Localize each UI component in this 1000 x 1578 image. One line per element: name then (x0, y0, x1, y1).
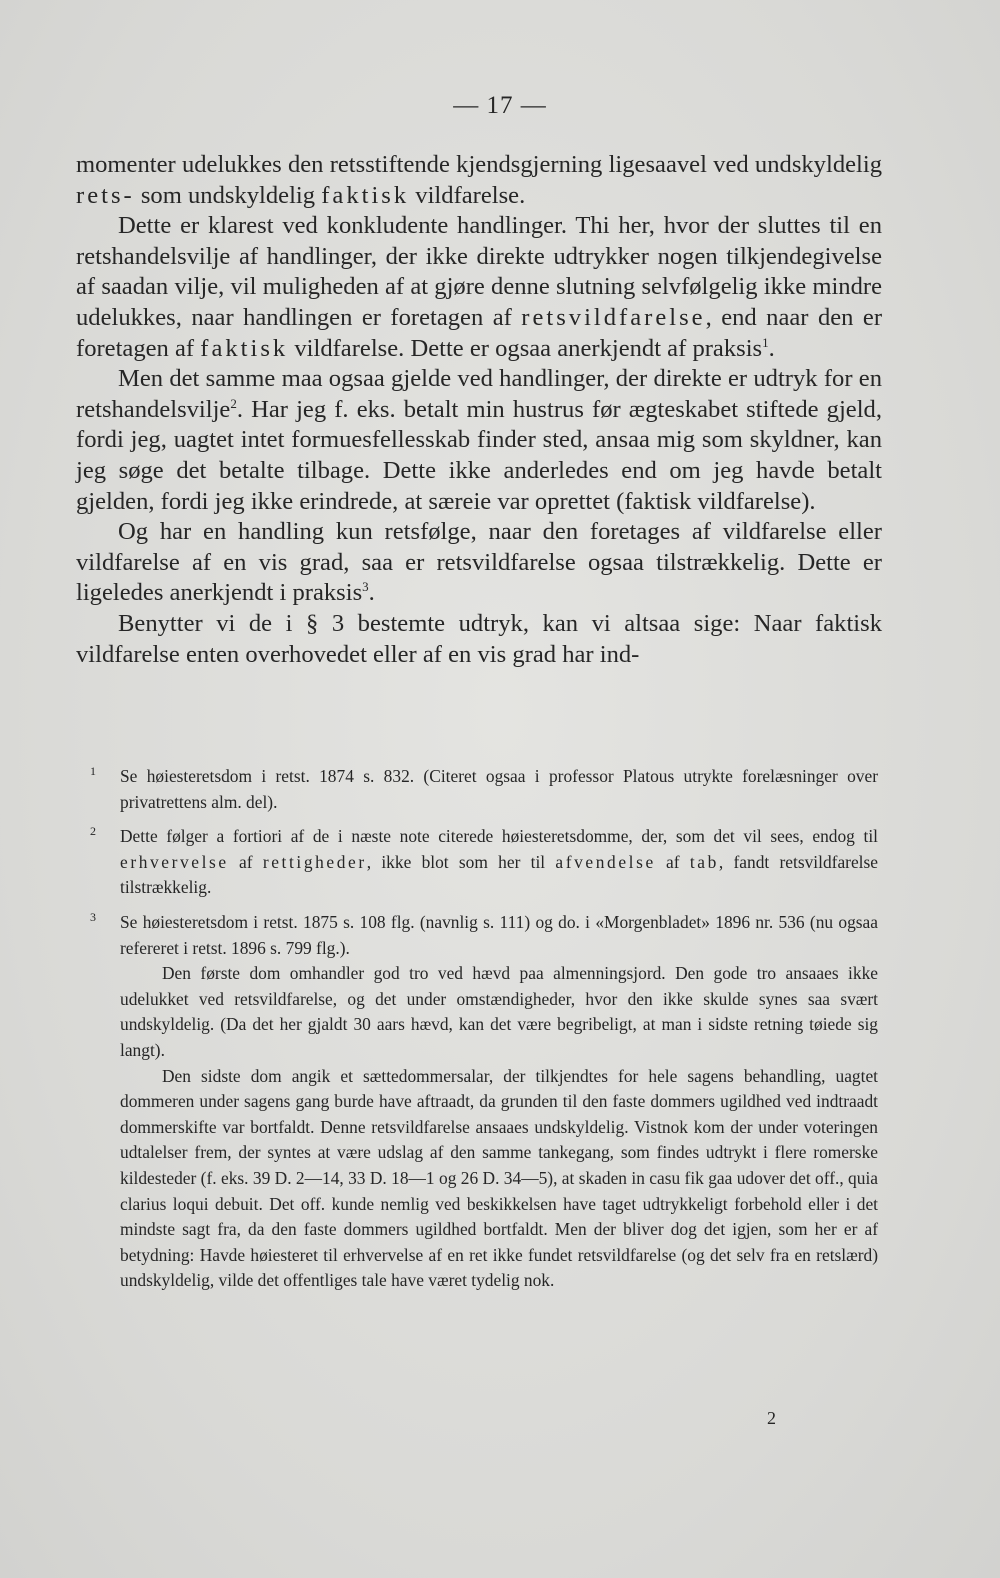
footnote-paragraph: Den sidste dom angik et sættedommersalar, der tilkjendtes for hele sagens behandling, uagtet dommeren under sagens gang burde have aftraadt, da grunden til den faste dommers ugildhed ved indtraadt dommerskifte var bortfaldt. Denne retsvildfarelse ansaaes undskyldelig. Vistnok kom der under voteringen udtalelser frem, der syntes at være udslag af den samme tankegang, som findes udtrykt i flere romerske kildesteder (f. eks. 39 D. 2—14, 33 D. 18—1 og 26 D. 34—5), at skaden in casu fik gaa udover det off., quia clarius loqui debuit. Det off. kunde nemlig ved beskikkelsen have taget udtrykkeligt forbehold eller i det mindste sagt fra, da den faste dommers ugildhed bortfaldt. Men der bliver dog det igjen, som her er af betydning: Havde høiesteret til erhvervelse af en ret ikke fundet retsvildfarelse (og det selv fra en retslærd) undskyldelig, vilde det offentliges tale have været tydelig nok. (120, 1065, 878, 1291)
footnote-ref-1: 1 (762, 334, 769, 350)
footnote-2 (78, 824, 878, 901)
spaced-text: faktisk (321, 181, 410, 209)
footnote-3 (78, 910, 878, 1294)
spaced-text: rettigheder (262, 851, 367, 872)
paragraph-2 (76, 211, 882, 364)
text-run: . (368, 579, 375, 607)
text-run: som undskyldelig (134, 181, 322, 209)
text-run: , fandt retsvildfarelse tilstrækkelig. (120, 851, 878, 898)
footnote-ref-2: 2 (230, 395, 237, 411)
text-run: af (655, 851, 690, 872)
footnote-1 (78, 764, 878, 815)
text-run: Dette følger a fortiori af de i næste note citerede høiesteretsdomme, der, som det vil sees, endog til (120, 826, 878, 847)
footnotes (78, 764, 878, 1303)
footnote-ref-3: 3 (362, 579, 369, 595)
signature-mark: 2 (767, 1408, 776, 1428)
paragraph-5: Benytter vi de i § 3 bestemte udtryk, kan vi altsaa sige: Naar faktisk vildfarelse enten overhovedet eller af en vis grad har ind- (76, 609, 882, 668)
main-text (76, 150, 882, 670)
text-run: Men det samme maa ogsaa gjelde ved handlinger, der direkte er udtryk for en retshandelsvilje (76, 365, 882, 423)
text-run: , ikke blot som her til (366, 851, 556, 872)
footnote-text: Se høiesteretsdom i retst. 1875 s. 108 flg. (navnlig s. 111) og do. i «Morgenbladet» 1896 nr. 536 (nu ogsaa refereret i retst. 1896 s. 799 flg.). (120, 911, 878, 958)
spaced-text: afvendelse (555, 851, 656, 872)
text-run: , end naar den er foretagen af (76, 303, 883, 362)
text-run: Og har en handling kun retsfølge, naar den foretages af vildfarelse eller vildfarelse af en vis grad, saa er retsvildfarelse ogsaa tilstrækkelig. Dette er ligeledes anerkjendt i praksis (76, 518, 882, 607)
text-run: momenter udelukkes den retsstiftende kjendsgjerning ligesaavel ved undskyldelig (76, 151, 882, 178)
text-run: . Har jeg f. eks. betalt min hustrus før ægteskabet stiftede gjeld, fordi jeg, uagtet intet formuesfellesskab finder sted, ansaa mig som skyldner, kan jeg søge det betalte tilbage. Dette ikke anderledes end om jeg havde betalt gjelden, fordi jeg ikke erindrede, at særeie var oprettet (faktisk vildfarelse). (76, 395, 882, 515)
text-run: af (228, 851, 263, 872)
paragraph-4 (76, 517, 882, 609)
spaced-text: tab (689, 851, 719, 872)
spaced-text: erhvervelse (120, 851, 229, 872)
footnote-text (120, 824, 878, 901)
text-run: vildfarelse. Dette er ogsaa anerkjendt af praksis (288, 334, 763, 362)
spaced-text: faktisk (200, 334, 289, 362)
footnote-mark: 1 (90, 764, 96, 778)
spaced-text: rets- (76, 181, 135, 209)
paragraph-1 (76, 150, 882, 211)
text-run: Dette er klarest ved konkludente handlinger. Thi her, hvor der sluttes til en retshandelsvilje af handlinger, der ikke direkte udtrykker nogen tilkjendegivelse af saadan vilje, vil muligheden af at gjøre denne slutning selvfølgelig ikke mindre udelukkes, naar handlingen er foretagen af (76, 212, 882, 331)
text-run: . (768, 334, 775, 362)
footnote-text: Se høiesteretsdom i retst. 1874 s. 832. (Citeret ogsaa i professor Platous utrykte forelæsninger over privatrettens alm. del). (120, 766, 878, 812)
page-number: — 17 — (453, 92, 547, 119)
footnote-mark: 3 (90, 909, 96, 924)
spaced-text: retsvildfarelse (521, 303, 706, 331)
paragraph-3 (76, 364, 882, 517)
text-run: vildfarelse. (409, 181, 526, 209)
footnote-mark: 2 (90, 824, 96, 839)
footnote-paragraph: Den første dom omhandler god tro ved hævd paa almenningsjord. Den gode tro ansaaes ikke udelukket ved retsvildfarelse, og det under omstændigheder, hvor den ikke skulde synes saa svært undskyldelig. (Da det her gjaldt 30 aars hævd, kan det være begribeligt, at man i sidste retning tøiede sig langt). (120, 963, 878, 1060)
